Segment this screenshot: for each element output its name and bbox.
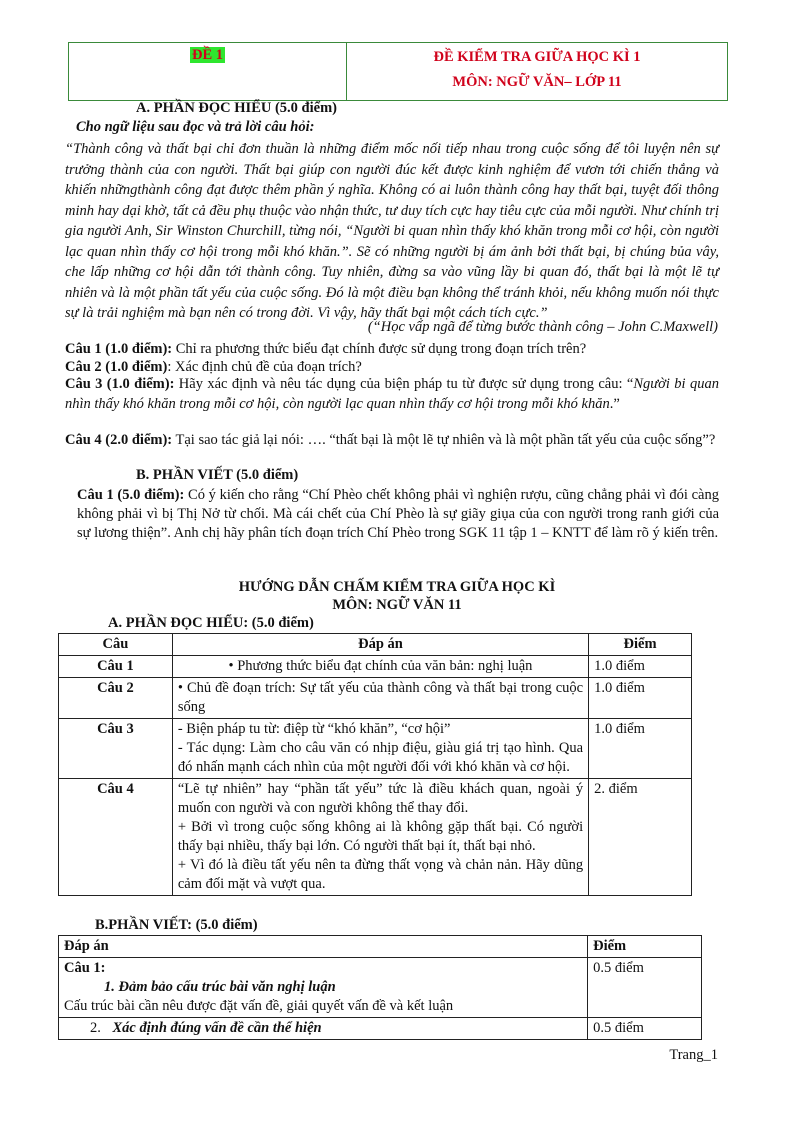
question-3-quote: Người bi quan nhìn thấy khó khăn trong mỗi cơ hội, còn người lạc quan nhìn thấy cơ hội trong mỗi khó khăn — [65, 376, 719, 412]
question-4 — [65, 431, 719, 451]
exam-title-cell — [347, 43, 727, 100]
question-cell: Câu 2 — [59, 678, 173, 719]
table-header-cell: Điểm — [588, 936, 702, 958]
score-cell: 1.0 điểm — [589, 719, 692, 779]
answer-cell: “Lẽ tự nhiên” hay “phần tất yếu” tức là điều khách quan, ngoài ý muốn con người và con người không thể thay đổi. + Bởi vì trong cuộc sống không ai là không gặp thất bại. Có người thấy bại nhiều, thấy bại lớn. Có người thất bại ít, thất bại nhỏ. + Vì đó là điều tất yếu nên ta đừng thất vọng và chản nản. Hãy dũng cảm đối mặt và vượt qua. — [172, 779, 588, 896]
question-cell: Câu 1 — [59, 656, 173, 678]
criterion-label: Câu 1: — [64, 960, 106, 976]
question-1-text: Chỉ ra phương thức biểu đạt chính được sử dụng trong đoạn trích trên? — [172, 341, 587, 357]
table-header-row — [59, 634, 692, 656]
part-b-question-1 — [77, 486, 719, 543]
page-number: Trang_1 — [669, 1047, 718, 1063]
passage-source: (“Học vấp ngã để từng bước thành công – John C.Maxwell) — [367, 319, 718, 335]
part-b-heading: B. PHẦN VIẾT (5.0 điểm) — [136, 467, 299, 483]
reading-passage: “Thành công và thất bại chỉ đơn thuần là những điểm mốc nối tiếp nhau trong cuộc sống để tôi luyện nên sự trưởng thành của con người. Thất bại giúp con người đúc kết được kinh nghiệm để vươn tới chiến thắng và khiến nhữngthành công đạt được thêm phần ý nghĩa. Không có ai luôn thành công hay thất bại, tuyệt đối thông minh hay dại khờ, tất cả đều phụ thuộc vào nhận thức, tư duy tích cực hay tiêu cực của mỗi người. Như chính trị gia người Anh, Sir Winston Churchill, từng nói, “Người bi quan nhìn thấy khó khăn trong mỗi cơ hội, còn người lạc quan nhìn thấy cơ hội trong mỗi khó khăn.”. Sẽ có những người bị ám ảnh bởi thất bại, bị chúng bủa vây, che lấp những cơ hội dẫn tới thành công. Tuy nhiên, đừng sa vào vũng lầy bi quan đó, thất bại là một lẽ tự nhiên và là một phần tất yếu của cuộc sống. Đó là một điều bạn không thể tránh khỏi, nếu không muốn nói thực sự là trải nghiệm mà bạn nên có trong đời. Vì vậy, hãy thất bại một cách tích cực.” — [65, 141, 719, 321]
answer-table-a — [58, 633, 692, 896]
criterion-item: 1. Đảm bảo cấu trúc bài văn nghị luận — [104, 979, 336, 995]
table-row — [59, 719, 692, 779]
question-4-label: Câu 4 (2.0 điểm): — [65, 432, 173, 448]
score-cell: 0.5 điểm — [588, 1018, 702, 1040]
table-row — [59, 678, 692, 719]
score-cell: 2. điểm — [589, 779, 692, 896]
answer-cell: • Chủ đề đoạn trích: Sự tất yếu của thành công và thất bại trong cuộc sống — [172, 678, 588, 719]
exam-title: ĐỀ KIỂM TRA GIỮA HỌC KÌ 1 — [433, 49, 641, 65]
part-b-question-1-label: Câu 1 (5.0 điểm): — [77, 487, 185, 503]
guide-part-b-heading — [95, 917, 258, 934]
criterion-number: 2. — [90, 1020, 101, 1036]
criterion-text: Cấu trúc bài cần nêu được đặt vấn đề, giải quyết vấn đề và kết luận — [64, 998, 454, 1014]
table-header-cell: Câu — [59, 634, 173, 656]
table-row — [59, 779, 692, 896]
table-header-cell: Điểm — [589, 634, 692, 656]
question-cell: Câu 3 — [59, 719, 173, 779]
answer-cell: - Biện pháp tu từ: điệp từ “khó khăn”, “cơ hội” - Tác dụng: Làm cho câu văn có nhịp điệu, giàu giá trị tạo hình. Qua đó nhấn mạnh cách nhìn của một người đối với khó khăn và cơ hội. — [172, 719, 588, 779]
score-cell: 0.5 điểm — [588, 958, 702, 1018]
part-a-instruction: Cho ngữ liệu sau đọc và trả lời câu hỏi: — [76, 119, 315, 135]
score-cell: 1.0 điểm — [589, 656, 692, 678]
question-3-text: Hãy xác định và nêu tác dụng của biện pháp tu từ được sử dụng trong câu: “ — [174, 376, 634, 392]
question-3 — [65, 375, 719, 414]
question-3-label: Câu 3 (1.0 điểm): — [65, 376, 175, 392]
part-b-question-1-text: Có ý kiến cho rằng “Chí Phèo chết không phải vì nghiện rượu, cũng chẳng phải vì đói càng không phải vì bị Thị Nở từ chối. Mà cái chết của Chí Phèo là sự giãy giụa của con người trong ranh giới của sự lương thiện”. Anh chị hãy phân tích đoạn trích Chí Phèo trong SGK 11 tập 1 – KNTT để làm rõ ý kiến trên. — [77, 487, 719, 541]
table-header-cell: Đáp án — [172, 634, 588, 656]
guide-part-b-heading-bold: B.PHẦN VIẾT — [95, 917, 188, 933]
table-row — [59, 656, 692, 678]
answer-cell — [59, 958, 588, 1018]
guide-subject: MÔN: NGỮ VĂN 11 — [332, 597, 462, 613]
answer-cell — [59, 1018, 588, 1040]
part-a-heading: A. PHẦN ĐỌC HIỂU (5.0 điểm) — [136, 100, 337, 116]
table-header-cell: Đáp án — [59, 936, 588, 958]
guide-part-b-heading-rest: : (5.0 điểm) — [187, 917, 258, 933]
question-3-end: .” — [609, 395, 620, 412]
exam-header-table — [68, 42, 728, 101]
question-2-text: : Xác định chủ đề của đoạn trích? — [167, 359, 362, 375]
question-1-label: Câu 1 (1.0 điểm): — [65, 341, 173, 357]
guide-part-a-heading: A. PHẦN ĐỌC HIỂU: (5.0 điểm) — [108, 615, 314, 631]
answer-cell: • Phương thức biểu đạt chính của văn bản: nghị luận — [172, 656, 588, 678]
table-row — [59, 1018, 702, 1040]
table-header-row — [59, 936, 702, 958]
exam-code-cell — [69, 43, 347, 100]
exam-code: ĐỀ 1 — [191, 47, 224, 63]
criterion-item: Xác định đúng vấn đề cần thể hiện — [112, 1020, 322, 1036]
question-4-text: Tại sao tác giả lại nói: …. “thất bại là một lẽ tự nhiên và là một phần tất yếu của cuộc sống”? — [172, 432, 716, 448]
answer-table-b — [58, 935, 702, 1040]
score-cell: 1.0 điểm — [589, 678, 692, 719]
question-cell: Câu 4 — [59, 779, 173, 896]
question-2-label: Câu 2 (1.0 điểm) — [65, 359, 168, 375]
exam-subject: MÔN: NGỮ VĂN– LỚP 11 — [452, 74, 622, 90]
guide-title: HƯỚNG DẪN CHẤM KIỂM TRA GIỮA HỌC KÌ — [238, 579, 556, 595]
table-row — [59, 958, 702, 1018]
